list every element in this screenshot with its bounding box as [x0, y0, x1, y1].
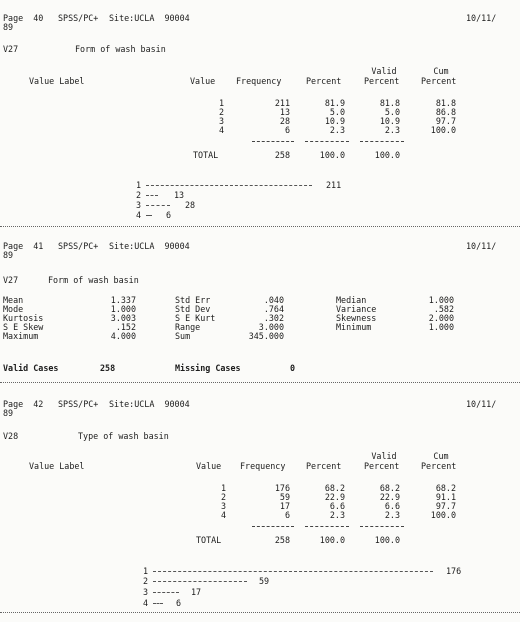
histogram-code: 1 — [136, 180, 142, 190]
variable-label: Form of wash basin — [48, 275, 139, 285]
stat-value: .764 — [263, 304, 284, 314]
row-valid-percent: 5.0 — [384, 107, 400, 117]
histogram-count: 176 — [446, 566, 462, 576]
stat-label: Maximum — [3, 331, 39, 341]
page-number: Page 40 — [3, 13, 44, 23]
histogram-code: 2 — [136, 190, 142, 200]
stat-value: .582 — [433, 304, 454, 314]
report-year: 89 — [3, 408, 14, 418]
row-percent: 5.0 — [329, 107, 345, 117]
stat-label: Sum — [175, 331, 191, 341]
stat-value: 2.000 — [428, 313, 454, 323]
histogram-code: 3 — [143, 587, 149, 597]
row-cum-percent: 68.2 — [435, 483, 456, 493]
stat-value: 1.000 — [428, 295, 454, 305]
stat-label: Std Dev — [175, 304, 211, 314]
histogram-code: 2 — [143, 576, 149, 586]
col-frequency: Frequency — [236, 76, 282, 86]
total-valid-percent: 100.0 — [374, 535, 400, 545]
total-label: TOTAL — [196, 535, 222, 545]
col-value-label: Value Label — [29, 76, 85, 86]
row-frequency: 59 — [279, 492, 290, 502]
valid-cases-label: Valid Cases — [3, 363, 59, 373]
site-label: Site:UCLA 90004 — [109, 13, 190, 23]
total-underline — [305, 526, 349, 527]
app-name: SPSS/PC+ — [58, 13, 99, 23]
row-value: 4 — [218, 125, 224, 135]
site-label: Site:UCLA 90004 — [109, 399, 190, 409]
total-frequency: 258 — [274, 150, 290, 160]
histogram-count: 59 — [259, 576, 270, 586]
stat-value: 4.000 — [110, 331, 136, 341]
col-value: Value — [196, 461, 222, 471]
row-cum-percent: 100.0 — [430, 510, 456, 520]
col-valid-percent: Percent — [364, 76, 400, 86]
histogram-count: 6 — [176, 598, 182, 608]
row-percent: 2.3 — [329, 510, 345, 520]
row-cum-percent: 81.8 — [435, 98, 456, 108]
row-valid-percent: 2.3 — [384, 510, 400, 520]
row-cum-percent: 97.7 — [435, 116, 456, 126]
row-value: 3 — [220, 501, 226, 511]
variable-name: V27 — [3, 44, 19, 54]
row-percent: 10.9 — [324, 116, 345, 126]
histogram-bar — [153, 571, 433, 572]
row-cum-percent: 86.8 — [435, 107, 456, 117]
row-valid-percent: 22.9 — [379, 492, 400, 502]
stat-label: Kurtosis — [3, 313, 44, 323]
histogram-code: 1 — [143, 566, 149, 576]
report-year: 89 — [3, 22, 14, 32]
variable-name: V28 — [3, 431, 19, 441]
stat-label: Minimum — [336, 322, 372, 332]
histogram-bar — [153, 592, 179, 593]
row-valid-percent: 81.8 — [379, 98, 400, 108]
page-separator — [0, 612, 520, 613]
histogram-code: 3 — [136, 200, 142, 210]
total-frequency: 258 — [274, 535, 290, 545]
variable-name: V27 — [3, 275, 19, 285]
row-cum-percent: 97.7 — [435, 501, 456, 511]
row-value: 2 — [218, 107, 224, 117]
stat-label: Range — [175, 322, 201, 332]
row-frequency: 6 — [284, 510, 290, 520]
histogram-code: 4 — [136, 210, 142, 220]
row-value: 1 — [218, 98, 224, 108]
report-date: 10/11/ — [466, 399, 497, 409]
total-label: TOTAL — [193, 150, 219, 160]
site-label: Site:UCLA 90004 — [109, 241, 190, 251]
page-number: Page 41 — [3, 241, 44, 251]
stat-value: .152 — [115, 322, 136, 332]
variable-label: Type of wash basin — [78, 431, 169, 441]
missing-cases-value: 0 — [290, 363, 296, 373]
page-number: Page 42 — [3, 399, 44, 409]
histogram-code: 4 — [143, 598, 149, 608]
row-cum-percent: 91.1 — [435, 492, 456, 502]
stat-label: S E Skew — [3, 322, 44, 332]
stat-value: 3.003 — [110, 313, 136, 323]
missing-cases-label: Missing Cases — [175, 363, 241, 373]
stat-label: Skewness — [336, 313, 377, 323]
total-percent: 100.0 — [319, 150, 345, 160]
col-cum-top: Cum — [433, 66, 449, 76]
row-percent: 6.6 — [329, 501, 345, 511]
stat-value: 1.337 — [110, 295, 136, 305]
col-valid-top: Valid — [371, 66, 397, 76]
col-cum-percent: Percent — [421, 76, 457, 86]
row-value: 3 — [218, 116, 224, 126]
histogram-count: 13 — [174, 190, 185, 200]
row-frequency: 176 — [274, 483, 290, 493]
stat-label: Mode — [3, 304, 24, 314]
stat-value: 3.000 — [258, 322, 284, 332]
histogram-count: 28 — [185, 200, 196, 210]
stat-value: 1.000 — [428, 322, 454, 332]
stat-value: 1.000 — [110, 304, 136, 314]
row-percent: 68.2 — [324, 483, 345, 493]
app-name: SPSS/PC+ — [58, 241, 99, 251]
row-value: 4 — [220, 510, 226, 520]
valid-cases-value: 258 — [100, 363, 116, 373]
row-frequency: 211 — [274, 98, 290, 108]
row-value: 2 — [220, 492, 226, 502]
row-percent: 2.3 — [329, 125, 345, 135]
col-valid-percent: Percent — [364, 461, 400, 471]
col-value: Value — [190, 76, 216, 86]
col-frequency: Frequency — [240, 461, 286, 471]
row-frequency: 28 — [279, 116, 290, 126]
row-valid-percent: 2.3 — [384, 125, 400, 135]
row-cum-percent: 100.0 — [430, 125, 456, 135]
col-percent: Percent — [306, 461, 342, 471]
row-frequency: 13 — [279, 107, 290, 117]
variable-label: Form of wash basin — [75, 44, 166, 54]
stat-label: Std Err — [175, 295, 211, 305]
report-date: 10/11/ — [466, 241, 497, 251]
stat-label: S E Kurt — [175, 313, 216, 323]
total-valid-percent: 100.0 — [374, 150, 400, 160]
stat-label: Mean — [3, 295, 24, 305]
stat-value: .302 — [263, 313, 284, 323]
row-valid-percent: 68.2 — [379, 483, 400, 493]
histogram-bar — [153, 603, 163, 604]
col-cum-top: Cum — [433, 451, 449, 461]
report-year: 89 — [3, 250, 14, 260]
stat-label: Median — [336, 295, 367, 305]
row-percent: 81.9 — [324, 98, 345, 108]
report-date: 10/11/ — [466, 13, 497, 23]
total-underline — [252, 526, 294, 527]
histogram-bar — [153, 581, 247, 582]
col-cum-percent: Percent — [421, 461, 457, 471]
histogram-count: 17 — [191, 587, 202, 597]
stat-value: .040 — [263, 295, 284, 305]
row-valid-percent: 10.9 — [379, 116, 400, 126]
row-frequency: 17 — [279, 501, 290, 511]
col-valid-top: Valid — [371, 451, 397, 461]
row-frequency: 6 — [284, 125, 290, 135]
app-name: SPSS/PC+ — [58, 399, 99, 409]
row-value: 1 — [220, 483, 226, 493]
col-value-label: Value Label — [29, 461, 85, 471]
histogram-count: 211 — [326, 180, 342, 190]
stat-value: 345.000 — [248, 331, 284, 341]
stat-label: Variance — [336, 304, 377, 314]
row-percent: 22.9 — [324, 492, 345, 502]
histogram-count: 6 — [166, 210, 172, 220]
col-percent: Percent — [306, 76, 342, 86]
total-percent: 100.0 — [319, 535, 345, 545]
total-underline — [360, 526, 404, 527]
row-valid-percent: 6.6 — [384, 501, 400, 511]
